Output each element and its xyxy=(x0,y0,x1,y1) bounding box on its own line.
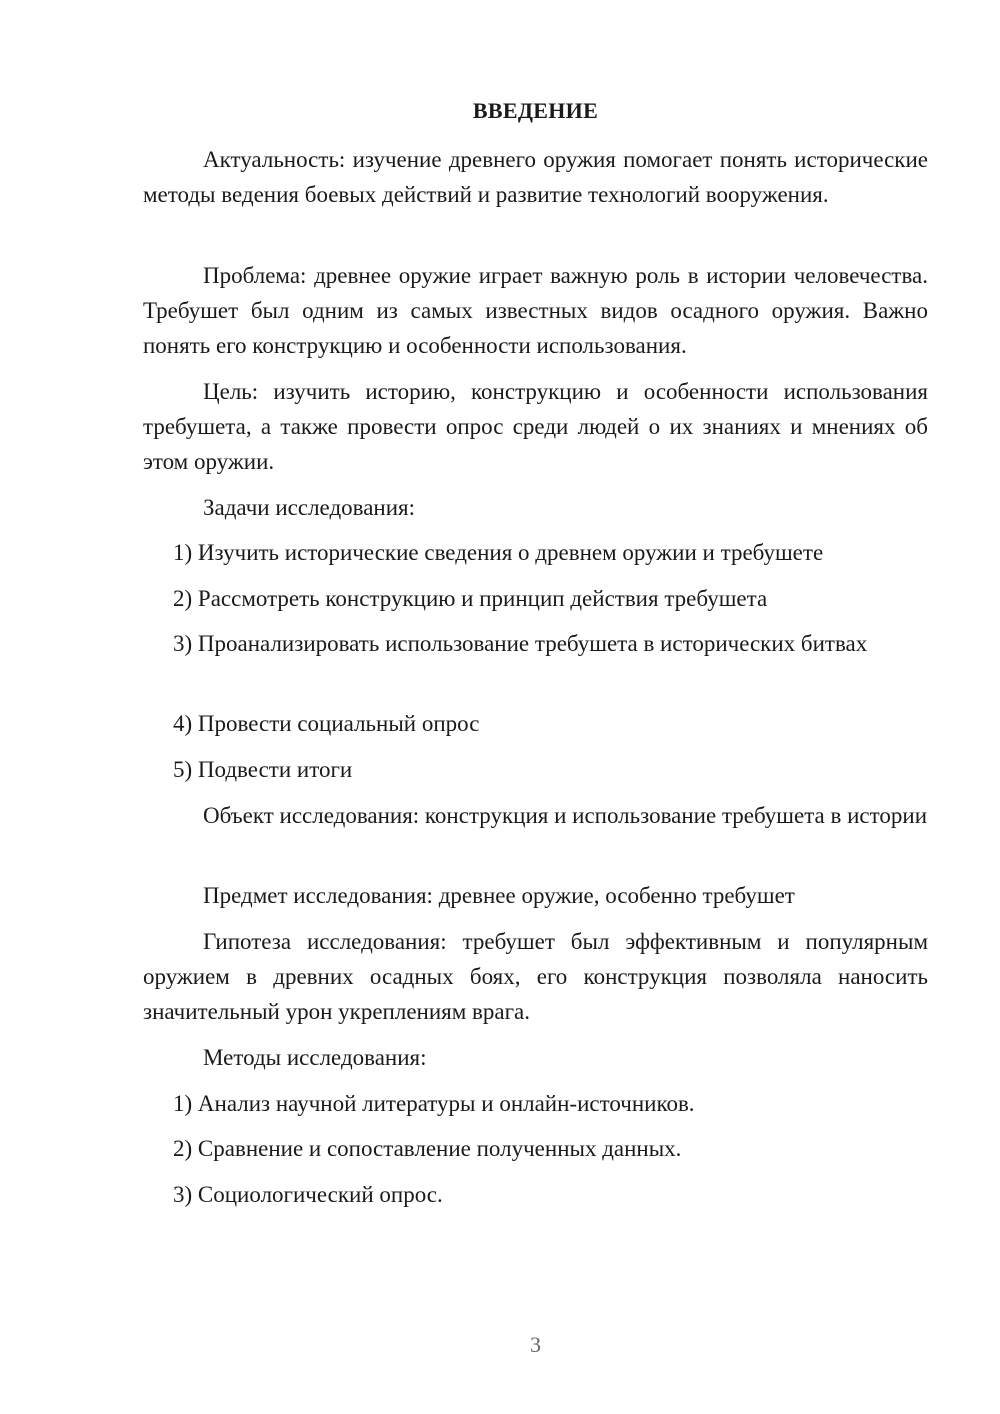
tasks-heading: Задачи исследования: xyxy=(203,495,416,520)
section-title: ВВЕДЕНИЕ xyxy=(472,98,599,123)
task-item: 4) Провести социальный опрос xyxy=(173,711,480,736)
method-item: 3) Социологический опрос. xyxy=(173,1182,443,1207)
document-page xyxy=(143,0,928,1414)
method-item: 2) Сравнение и сопоставление полученных данных. xyxy=(173,1136,682,1161)
problem-paragraph: Проблема: древнее оружие играет важную роль в истории человечества. Требушет был одним из самых известных видов осадного оружия. Важно понять его конструкцию и особенности использования. xyxy=(143,263,928,358)
page-number: 3 xyxy=(530,1332,541,1357)
task-item: 1) Изучить исторические сведения о древнем оружии и требушете xyxy=(173,540,824,565)
task-item: 3) Проанализировать использование требушета в исторических битвах xyxy=(173,631,868,656)
task-item: 2) Рассмотреть конструкцию и принцип действия требушета xyxy=(173,586,768,611)
object-paragraph: Объект исследования: конструкция и использование требушета в истории xyxy=(203,803,928,828)
goal-paragraph: Цель: изучить историю, конструкцию и особенности использования требушета, а также провести опрос среди людей о их знаниях и мнениях об этом оружии. xyxy=(143,379,928,474)
method-item: 1) Анализ научной литературы и онлайн-источников. xyxy=(173,1091,695,1116)
hypothesis-paragraph: Гипотеза исследования: требушет был эффективным и популярным оружием в древних осадных боях, его конструкция позволяла наносить значительный урон укреплениям врага. xyxy=(143,929,928,1024)
methods-heading: Методы исследования: xyxy=(203,1045,427,1070)
subject-paragraph: Предмет исследования: древнее оружие, особенно требушет xyxy=(203,883,795,908)
relevance-paragraph: Актуальность: изучение древнего оружия помогает понять исторические методы ведения боевых действий и развитие технологий вооружения. xyxy=(143,147,928,207)
task-item: 5) Подвести итоги xyxy=(173,757,353,782)
